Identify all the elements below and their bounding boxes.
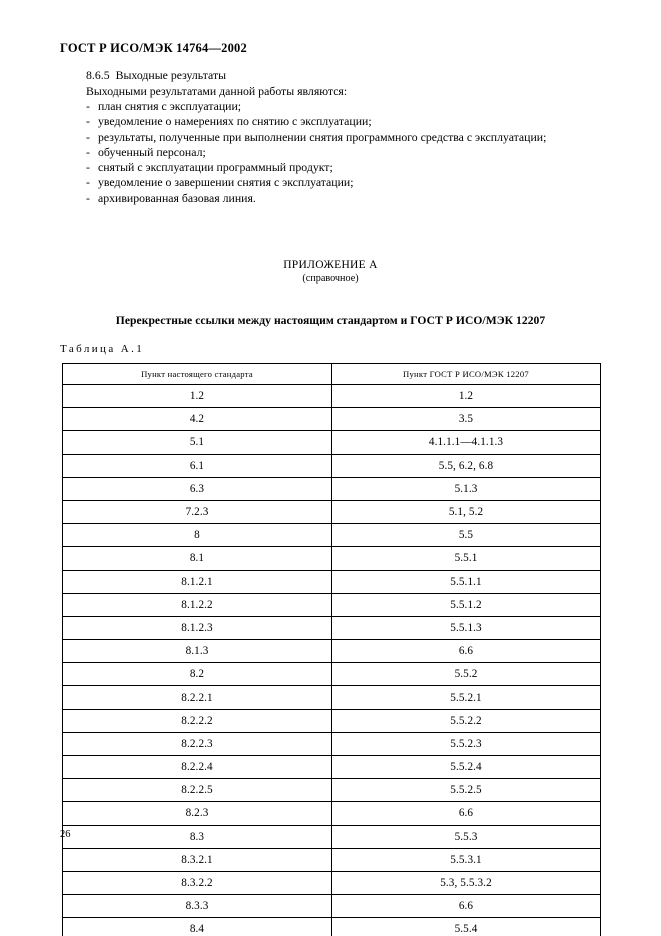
list-dash-marker: -: [86, 160, 90, 175]
table-body: [63, 385, 601, 936]
table-row: [63, 616, 601, 639]
clause-body: [86, 68, 606, 206]
cell-gost-12207: 5.5.2.2: [332, 709, 601, 732]
appendix-kind: (справочное): [302, 273, 359, 284]
cell-gost-12207: 5.5.3.1: [332, 848, 601, 871]
outputs-list: [86, 99, 606, 206]
table-row: [63, 431, 601, 454]
cell-gost-12207: 1.2: [332, 385, 601, 408]
cell-this-standard: 8.3.3: [63, 895, 332, 918]
appendix-title: Перекрестные ссылки между настоящим стандартом и ГОСТ Р ИСО/МЭК 12207: [115, 314, 546, 327]
cell-this-standard: 8.2.2.2: [63, 709, 332, 732]
cell-this-standard: 8.4: [63, 918, 332, 936]
table-row: [63, 686, 601, 709]
table-row: [63, 570, 601, 593]
table-row: [63, 895, 601, 918]
output-list-item-text: план снятия с эксплуатации;: [98, 99, 242, 113]
table-row: [63, 640, 601, 663]
cell-this-standard: 8.3.2.2: [63, 871, 332, 894]
output-list-item: [86, 145, 606, 160]
cell-gost-12207: 5.5.2.3: [332, 732, 601, 755]
list-dash-marker: -: [86, 99, 90, 113]
cell-gost-12207: 5.5.1.1: [332, 570, 601, 593]
table-caption: Таблица А.1: [60, 343, 145, 355]
output-list-item-text: результаты, полученные при выполнении снятия программного средства с эксплуатации;: [98, 129, 547, 144]
list-dash-marker: -: [86, 175, 90, 190]
output-list-item: [86, 130, 606, 145]
cell-this-standard: 7.2.3: [63, 500, 332, 523]
cell-this-standard: 8.2.2.5: [63, 779, 332, 802]
cell-this-standard: 6.3: [63, 477, 332, 500]
table-row: [63, 825, 601, 848]
clause-number: 8.6.5: [86, 68, 110, 82]
cell-gost-12207: 5.5.4: [332, 918, 601, 936]
cell-this-standard: 8.1.2.3: [63, 616, 332, 639]
table-row: [63, 663, 601, 686]
clause-title: Выходные результаты: [115, 68, 227, 82]
cell-gost-12207: 5.5.1: [332, 547, 601, 570]
table-header-row: [63, 364, 601, 385]
output-list-item-text: снятый с эксплуатации программный продукт;: [98, 160, 333, 175]
cell-gost-12207: 5.5: [332, 524, 601, 547]
clause-lead-in: Выходными результатами данной работы являются:: [86, 83, 348, 98]
list-dash-marker: -: [86, 144, 90, 159]
cell-gost-12207: 5.3, 5.5.3.2: [332, 871, 601, 894]
cell-gost-12207: 5.1, 5.2: [332, 500, 601, 523]
cell-this-standard: 8.3.2.1: [63, 848, 332, 871]
table-row: [63, 802, 601, 825]
output-list-item-text: обученный персонал;: [98, 144, 206, 159]
table-row: [63, 593, 601, 616]
cell-gost-12207: 3.5: [332, 408, 601, 431]
cell-this-standard: 8.1.3: [63, 640, 332, 663]
cell-this-standard: 8: [63, 524, 332, 547]
output-list-item-text: архивированная базовая линия.: [98, 190, 256, 205]
table-row: [63, 500, 601, 523]
cell-this-standard: 6.1: [63, 454, 332, 477]
cell-this-standard: 8.1.2.2: [63, 593, 332, 616]
cross-reference-table: [62, 363, 601, 936]
table-row: [63, 709, 601, 732]
cell-gost-12207: 4.1.1.1—4.1.1.3: [332, 431, 601, 454]
table-row: [63, 408, 601, 431]
column-header-gost-12207: Пункт ГОСТ Р ИСО/МЭК 12207: [332, 364, 601, 385]
page-number: 26: [60, 829, 71, 840]
cell-this-standard: 8.3: [63, 825, 332, 848]
list-dash-marker: -: [86, 129, 90, 144]
cell-gost-12207: 5.1.3: [332, 477, 601, 500]
cell-gost-12207: 5.5.1.3: [332, 616, 601, 639]
cell-gost-12207: 6.6: [332, 802, 601, 825]
table-row: [63, 871, 601, 894]
cell-gost-12207: 5.5, 6.2, 6.8: [332, 454, 601, 477]
output-list-item: [86, 99, 606, 114]
cell-this-standard: 8.2.2.3: [63, 732, 332, 755]
output-list-item: [86, 160, 606, 175]
cell-gost-12207: 5.5.2.4: [332, 756, 601, 779]
table-row: [63, 454, 601, 477]
output-list-item: [86, 175, 606, 190]
output-list-item: [86, 114, 606, 129]
running-head: ГОСТ Р ИСО/МЭК 14764—2002: [60, 41, 247, 55]
table-row: [63, 732, 601, 755]
cell-this-standard: 5.1: [63, 431, 332, 454]
list-dash-marker: -: [86, 190, 90, 205]
table-row: [63, 918, 601, 936]
cell-this-standard: 8.2.3: [63, 802, 332, 825]
cell-this-standard: 4.2: [63, 408, 332, 431]
appendix-label: ПРИЛОЖЕНИЕ А: [283, 259, 378, 271]
cell-gost-12207: 5.5.1.2: [332, 593, 601, 616]
cell-gost-12207: 5.5.2: [332, 663, 601, 686]
output-list-item-text: уведомление о намерениях по снятию с эксплуатации;: [98, 114, 372, 129]
output-list-item-text: уведомление о завершении снятия с эксплуатации;: [98, 175, 354, 190]
table-head: [63, 364, 601, 385]
output-list-item: [86, 191, 606, 206]
table-row: [63, 477, 601, 500]
cell-gost-12207: 5.5.2.5: [332, 779, 601, 802]
cell-gost-12207: 5.5.2.1: [332, 686, 601, 709]
cell-this-standard: 8.1: [63, 547, 332, 570]
list-dash-marker: -: [86, 114, 90, 129]
table-row: [63, 547, 601, 570]
table-row: [63, 524, 601, 547]
table-row: [63, 848, 601, 871]
table-row: [63, 385, 601, 408]
clause-heading: [86, 68, 606, 84]
table-row: [63, 756, 601, 779]
cell-this-standard: 8.2: [63, 663, 332, 686]
cell-this-standard: 8.2.2.4: [63, 756, 332, 779]
column-header-this-standard: Пункт настоящего стандарта: [63, 364, 332, 385]
table-row: [63, 779, 601, 802]
cell-gost-12207: 5.5.3: [332, 825, 601, 848]
cell-gost-12207: 6.6: [332, 640, 601, 663]
cell-this-standard: 8.2.2.1: [63, 686, 332, 709]
cell-this-standard: 1.2: [63, 385, 332, 408]
cell-this-standard: 8.1.2.1: [63, 570, 332, 593]
cell-gost-12207: 6.6: [332, 895, 601, 918]
